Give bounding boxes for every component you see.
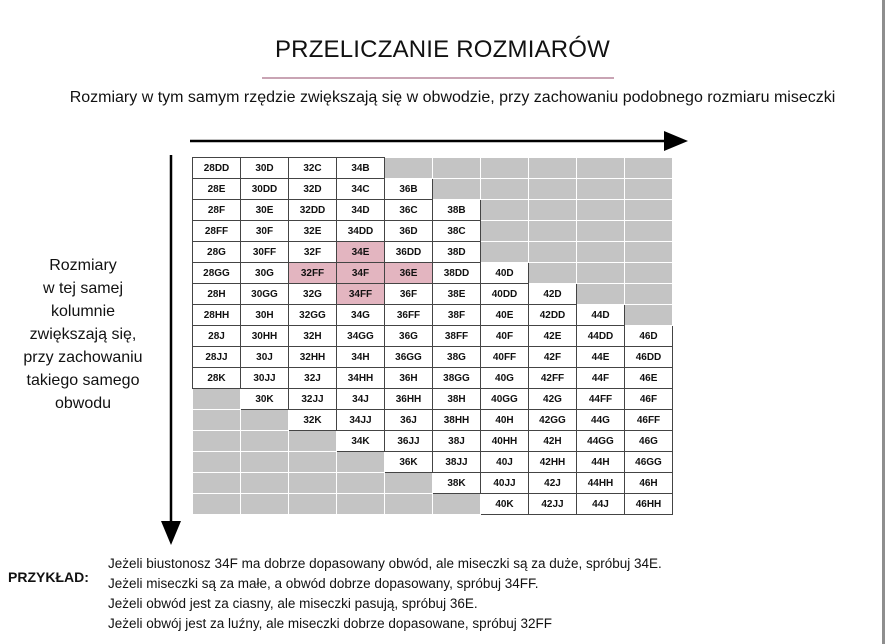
empty-cell bbox=[289, 473, 337, 494]
example-label: PRZYKŁAD: bbox=[8, 569, 89, 585]
empty-cell bbox=[625, 263, 673, 284]
size-cell: 36FF bbox=[385, 305, 433, 326]
empty-cell bbox=[385, 473, 433, 494]
size-cell: 46DD bbox=[625, 347, 673, 368]
table-row bbox=[193, 242, 673, 263]
size-cell: 30E bbox=[241, 200, 289, 221]
empty-cell bbox=[337, 473, 385, 494]
size-cell: 28G bbox=[193, 242, 241, 263]
size-cell: 40J bbox=[481, 452, 529, 473]
size-cell: 42J bbox=[529, 473, 577, 494]
empty-cell bbox=[433, 179, 481, 200]
size-cell: 36DD bbox=[385, 242, 433, 263]
empty-cell bbox=[529, 263, 577, 284]
empty-cell bbox=[433, 158, 481, 179]
empty-cell bbox=[529, 242, 577, 263]
size-cell: 46G bbox=[625, 431, 673, 452]
size-cell: 32D bbox=[289, 179, 337, 200]
table-row bbox=[193, 263, 673, 284]
empty-cell bbox=[337, 494, 385, 515]
empty-cell bbox=[481, 221, 529, 242]
size-cell: 30JJ bbox=[241, 368, 289, 389]
empty-cell bbox=[289, 494, 337, 515]
size-cell: 34GG bbox=[337, 326, 385, 347]
size-cell: 40F bbox=[481, 326, 529, 347]
size-cell: 34B bbox=[337, 158, 385, 179]
size-cell: 40HH bbox=[481, 431, 529, 452]
empty-cell bbox=[577, 200, 625, 221]
size-cell: 32H bbox=[289, 326, 337, 347]
size-cell: 32F bbox=[289, 242, 337, 263]
empty-cell bbox=[529, 221, 577, 242]
empty-cell bbox=[481, 158, 529, 179]
size-cell: 34C bbox=[337, 179, 385, 200]
empty-cell bbox=[625, 158, 673, 179]
size-cell: 34FF bbox=[337, 284, 385, 305]
size-cell: 40G bbox=[481, 368, 529, 389]
example-line: Jeżeli biustonosz 34F ma dobrze dopasowany obwód, ale miseczki są za duże, spróbuj 34E. bbox=[108, 556, 662, 571]
size-cell: 30J bbox=[241, 347, 289, 368]
size-cell: 34DD bbox=[337, 221, 385, 242]
size-cell: 44G bbox=[577, 410, 625, 431]
size-cell: 42DD bbox=[529, 305, 577, 326]
empty-cell bbox=[385, 158, 433, 179]
size-cell: 38B bbox=[433, 200, 481, 221]
empty-cell bbox=[577, 284, 625, 305]
size-cell: 28E bbox=[193, 179, 241, 200]
column-explanation-line: Rozmiary bbox=[49, 257, 117, 274]
size-cell: 34G bbox=[337, 305, 385, 326]
empty-cell bbox=[625, 179, 673, 200]
size-cell: 44DD bbox=[577, 326, 625, 347]
table-row bbox=[193, 368, 673, 389]
size-cell: 30HH bbox=[241, 326, 289, 347]
column-explanation-line: przy zachowaniu bbox=[23, 349, 143, 366]
empty-cell bbox=[529, 158, 577, 179]
size-cell: 46HH bbox=[625, 494, 673, 515]
size-cell: 40DD bbox=[481, 284, 529, 305]
size-cell: 38J bbox=[433, 431, 481, 452]
size-cell: 46D bbox=[625, 326, 673, 347]
column-explanation-line: obwodu bbox=[54, 395, 112, 412]
size-cell: 38GG bbox=[433, 368, 481, 389]
size-cell: 28DD bbox=[193, 158, 241, 179]
table-row bbox=[193, 284, 673, 305]
empty-cell bbox=[193, 431, 241, 452]
size-cell: 46F bbox=[625, 389, 673, 410]
size-cell: 38C bbox=[433, 221, 481, 242]
size-cell: 38D bbox=[433, 242, 481, 263]
size-cell: 42F bbox=[529, 347, 577, 368]
size-cell: 34D bbox=[337, 200, 385, 221]
empty-cell bbox=[577, 158, 625, 179]
size-cell: 42FF bbox=[529, 368, 577, 389]
size-cell: 40E bbox=[481, 305, 529, 326]
table-row bbox=[193, 473, 673, 494]
size-cell: 32HH bbox=[289, 347, 337, 368]
size-cell: 38HH bbox=[433, 410, 481, 431]
size-cell: 42HH bbox=[529, 452, 577, 473]
example-line: Jeżeli miseczki są za małe, a obwód dobrze dopasowany, spróbuj 34FF. bbox=[108, 576, 539, 591]
size-cell: 44E bbox=[577, 347, 625, 368]
size-cell: 30GG bbox=[241, 284, 289, 305]
empty-cell bbox=[241, 494, 289, 515]
empty-cell bbox=[577, 221, 625, 242]
size-cell: 42H bbox=[529, 431, 577, 452]
empty-cell bbox=[625, 305, 673, 326]
empty-cell bbox=[289, 431, 337, 452]
size-cell: 36J bbox=[385, 410, 433, 431]
title-underline bbox=[262, 77, 614, 79]
arrow-right-icon bbox=[190, 129, 690, 153]
column-explanation-line: w tej samej bbox=[42, 280, 124, 297]
size-cell: 46FF bbox=[625, 410, 673, 431]
size-cell: 44GG bbox=[577, 431, 625, 452]
size-cell: 32DD bbox=[289, 200, 337, 221]
size-cell: 28FF bbox=[193, 221, 241, 242]
empty-cell bbox=[529, 200, 577, 221]
table-row bbox=[193, 452, 673, 473]
empty-cell bbox=[577, 179, 625, 200]
size-cell: 30F bbox=[241, 221, 289, 242]
size-cell: 36B bbox=[385, 179, 433, 200]
size-cell: 40K bbox=[481, 494, 529, 515]
table-row bbox=[193, 200, 673, 221]
empty-cell bbox=[433, 494, 481, 515]
size-cell: 38F bbox=[433, 305, 481, 326]
size-cell: 38E bbox=[433, 284, 481, 305]
size-cell: 32FF bbox=[289, 263, 337, 284]
table-row bbox=[193, 305, 673, 326]
size-cell: 42D bbox=[529, 284, 577, 305]
row-explanation: Rozmiary w tym samym rzędzie zwiększają się w obwodzie, przy zachowaniu podobnego rozmiaru miseczki bbox=[69, 89, 836, 106]
size-cell: 32GG bbox=[289, 305, 337, 326]
empty-cell bbox=[625, 284, 673, 305]
size-cell: 46E bbox=[625, 368, 673, 389]
size-cell: 34F bbox=[337, 263, 385, 284]
size-cell: 34HH bbox=[337, 368, 385, 389]
size-cell: 32J bbox=[289, 368, 337, 389]
size-cell: 34K bbox=[337, 431, 385, 452]
size-cell: 42JJ bbox=[529, 494, 577, 515]
empty-cell bbox=[625, 200, 673, 221]
column-explanation-line: kolumnie bbox=[50, 303, 116, 320]
column-explanation-line: zwiększają się, bbox=[29, 326, 137, 343]
size-cell: 38H bbox=[433, 389, 481, 410]
table-row bbox=[193, 221, 673, 242]
size-cell: 36F bbox=[385, 284, 433, 305]
empty-cell bbox=[385, 494, 433, 515]
size-cell: 28J bbox=[193, 326, 241, 347]
table-row bbox=[193, 494, 673, 515]
empty-cell bbox=[481, 242, 529, 263]
size-conversion-table bbox=[192, 157, 673, 515]
size-cell: 36G bbox=[385, 326, 433, 347]
size-cell: 38G bbox=[433, 347, 481, 368]
size-cell: 32E bbox=[289, 221, 337, 242]
size-cell: 44J bbox=[577, 494, 625, 515]
size-cell: 34E bbox=[337, 242, 385, 263]
size-cell: 44H bbox=[577, 452, 625, 473]
empty-cell bbox=[625, 221, 673, 242]
size-cell: 38DD bbox=[433, 263, 481, 284]
empty-cell bbox=[193, 473, 241, 494]
size-cell: 40FF bbox=[481, 347, 529, 368]
table-row bbox=[193, 326, 673, 347]
size-cell: 36C bbox=[385, 200, 433, 221]
size-cell: 36H bbox=[385, 368, 433, 389]
empty-cell bbox=[193, 410, 241, 431]
column-explanation-line: takiego samego bbox=[26, 372, 140, 389]
empty-cell bbox=[241, 410, 289, 431]
size-cell: 44D bbox=[577, 305, 625, 326]
empty-cell bbox=[625, 242, 673, 263]
example-text bbox=[108, 554, 662, 634]
empty-cell bbox=[193, 452, 241, 473]
size-cell: 30FF bbox=[241, 242, 289, 263]
table-row bbox=[193, 431, 673, 452]
empty-cell bbox=[481, 200, 529, 221]
example-line: Jeżeli obwój jest za luźny, ale miseczki dobrze dopasowane, spróbuj 32FF bbox=[108, 616, 552, 631]
size-cell: 34JJ bbox=[337, 410, 385, 431]
size-cell: 36K bbox=[385, 452, 433, 473]
size-cell: 32K bbox=[289, 410, 337, 431]
size-cell: 36HH bbox=[385, 389, 433, 410]
empty-cell bbox=[193, 389, 241, 410]
empty-cell bbox=[289, 452, 337, 473]
size-cell: 28JJ bbox=[193, 347, 241, 368]
arrow-down-icon bbox=[158, 155, 184, 547]
size-cell: 28HH bbox=[193, 305, 241, 326]
empty-cell bbox=[529, 179, 577, 200]
empty-cell bbox=[241, 473, 289, 494]
size-cell: 32C bbox=[289, 158, 337, 179]
empty-cell bbox=[337, 452, 385, 473]
size-cell: 36E bbox=[385, 263, 433, 284]
size-cell: 38FF bbox=[433, 326, 481, 347]
size-cell: 32G bbox=[289, 284, 337, 305]
size-cell: 46H bbox=[625, 473, 673, 494]
example-line: Jeżeli obwód jest za ciasny, ale miseczki pasują, spróbuj 36E. bbox=[108, 596, 478, 611]
empty-cell bbox=[481, 179, 529, 200]
size-cell: 40JJ bbox=[481, 473, 529, 494]
size-cell: 36GG bbox=[385, 347, 433, 368]
size-cell: 30G bbox=[241, 263, 289, 284]
size-cell: 40D bbox=[481, 263, 529, 284]
size-cell: 30H bbox=[241, 305, 289, 326]
table-row bbox=[193, 179, 673, 200]
size-cell: 38JJ bbox=[433, 452, 481, 473]
size-cell: 32JJ bbox=[289, 389, 337, 410]
size-cell: 42E bbox=[529, 326, 577, 347]
empty-cell bbox=[193, 494, 241, 515]
empty-cell bbox=[241, 452, 289, 473]
size-cell: 38K bbox=[433, 473, 481, 494]
size-cell: 28F bbox=[193, 200, 241, 221]
size-cell: 28H bbox=[193, 284, 241, 305]
size-cell: 46GG bbox=[625, 452, 673, 473]
size-cell: 44FF bbox=[577, 389, 625, 410]
size-cell: 30K bbox=[241, 389, 289, 410]
size-cell: 34J bbox=[337, 389, 385, 410]
size-cell: 34H bbox=[337, 347, 385, 368]
size-cell: 44HH bbox=[577, 473, 625, 494]
column-explanation bbox=[10, 254, 156, 415]
size-cell: 36JJ bbox=[385, 431, 433, 452]
table-row bbox=[193, 347, 673, 368]
table-row bbox=[193, 389, 673, 410]
empty-cell bbox=[577, 263, 625, 284]
empty-cell bbox=[577, 242, 625, 263]
table-row bbox=[193, 158, 673, 179]
size-cell: 36D bbox=[385, 221, 433, 242]
size-cell: 28K bbox=[193, 368, 241, 389]
size-cell: 40H bbox=[481, 410, 529, 431]
size-cell: 28GG bbox=[193, 263, 241, 284]
size-cell: 42GG bbox=[529, 410, 577, 431]
table-row bbox=[193, 410, 673, 431]
empty-cell bbox=[241, 431, 289, 452]
size-cell: 42G bbox=[529, 389, 577, 410]
size-cell: 40GG bbox=[481, 389, 529, 410]
size-cell: 30DD bbox=[241, 179, 289, 200]
size-cell: 44F bbox=[577, 368, 625, 389]
size-cell: 30D bbox=[241, 158, 289, 179]
page-title: PRZELICZANIE ROZMIARÓW bbox=[274, 36, 611, 63]
